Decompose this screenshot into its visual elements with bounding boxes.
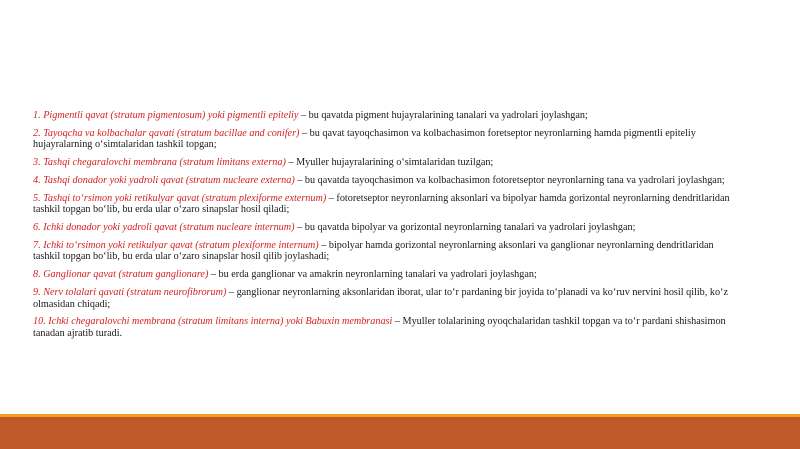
list-item [33,287,733,310]
layer-description: – bu qavatda pigment hujayralarining tanalari va yadrolari joylashgan; [298,110,588,121]
footer-bar [0,417,800,449]
layer-term: 10. Ichki chegaralovchi membrana (stratum limitans interna) yoki Babuxin membranasi [33,316,393,328]
layer-term: 5. Tashqi to‘rsimon yoki retikulyar qavat (stratum plexiforme externum) [33,192,327,204]
layer-description: – bu qavatda bipolyar va gorizontal neyronlarning tanalari va yadrolari joylashgan; [294,222,636,234]
layer-term: 9. Nerv tolalari qavati (stratum neurofibrorum) [33,287,227,299]
layer-term: 8. Ganglionar qavat (stratum ganglionare) [33,269,209,281]
layer-description: – ganglionar neyronlarning aksonlaridan iborat, ular to‘r pardaning bir joyida to‘planadi va ko‘ruv nervini hosil qilib, ko‘z olmasidan chiqadi; [33,287,728,310]
layer-description: – bu qavat tayoqchasimon va kolbachasimon foretseptor neyronlarning hamda pigmentli epiteliy hujayralarning o‘simtalaridan tashkil topgan; [33,127,696,151]
layer-description: – bipolyar hamda gorizontal neyronlarning aksonlari va ganglionar neyronlarning dendritlaridan tashkil topgan bo‘lib, bu erda ular o‘zaro sinapslar hosil qilib joylashadi; [33,239,714,263]
layer-term: 3. Tashqi chegaralovchi membrana (stratum limitans externa) [33,157,286,169]
layer-description: – Myuller hujayralarining o‘simtalaridan tuzilgan; [285,157,494,169]
list-item [33,240,733,263]
layer-description: – fotoretseptor neyronlarning aksonlari va bipolyar hamda gorizontal neyronlarning dendritlaridan tashkil topgan bo‘lib, bu erda ular o‘zaro sinapslar hosil qiladi; [33,192,730,216]
layer-term: 7. Ichki to‘rsimon yoki retikulyar qavat (stratum plexiforme internum) [33,239,319,251]
list-item [33,175,733,187]
layer-term: 2. Tayoqcha va kolbachalar qavati (stratum bacillae and conifer) [33,127,300,139]
layer-description: – bu erda ganglionar va amakrin neyronlarning tanalari va yadrolari joylashgan; [208,269,537,281]
layer-term: 1. Pigmentli qavat (stratum pigmentosum) yoki pigmentli epiteliy [33,110,299,121]
layer-description: – Myuller tolalarining oyoqchalaridan tashkil topgan va to‘r pardani shishasimon tanadan ajratib turadi. [33,316,726,339]
list-item [33,222,733,234]
layer-term: 6. Ichki donador yoki yadroli qavat (stratum nucleare internum) [33,222,295,234]
list-item [33,110,733,122]
layer-term: 4. Tashqi donador yoki yadroli qavat (stratum nucleare externa) [33,174,295,186]
layer-description: – bu qavatda tayoqchasimon va kolbachasimon fotoretseptor neyronlarning tana va yadrolari joylashgan; [294,174,725,186]
list-item [33,193,733,216]
list-item [33,157,733,169]
list-item [33,269,733,281]
list-item [33,128,733,151]
list-item [33,316,733,339]
retina-layers-list [33,110,733,346]
